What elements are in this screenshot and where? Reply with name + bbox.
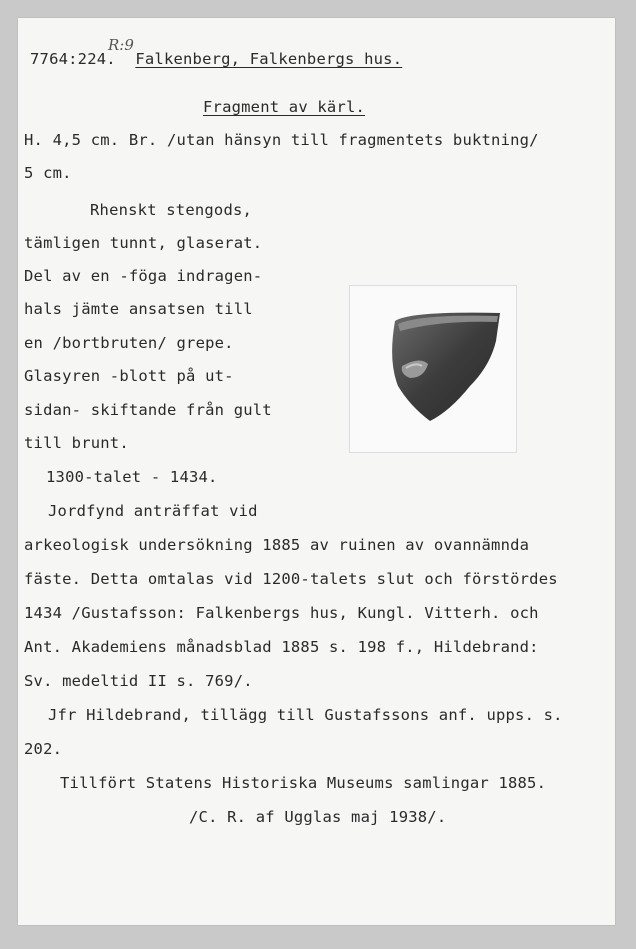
signature: /C. R. af Ugglas maj 1938/. (189, 808, 447, 826)
dimensions-line-1: H. 4,5 cm. Br. /utan hänsyn till fragmentets buktning/ (24, 131, 539, 149)
reference-line: Jfr Hildebrand, tillägg till Gustafssons anf. upps. s. (48, 706, 563, 724)
pottery-fragment-image (350, 286, 516, 452)
provenance: Tillfört Statens Historiska Museums samlingar 1885. (60, 774, 547, 792)
description-line: hals jämte ansatsen till (24, 300, 253, 318)
find-line: 1434 /Gustafsson: Falkenbergs hus, Kungl. Vitterh. och (24, 604, 539, 622)
catalog-number: 7764:224. (30, 50, 116, 68)
description-line: Rhenskt stengods, (90, 201, 253, 219)
find-line: fäste. Detta omtalas vid 1200-talets slut och förstördes (24, 570, 558, 588)
description-line: till brunt. (24, 434, 129, 452)
fragment-photo (349, 285, 517, 453)
find-line: Sv. medeltid II s. 769/. (24, 672, 253, 690)
catalog-card (18, 18, 615, 925)
site-name: Falkenberg, Falkenbergs hus. (135, 50, 403, 68)
description-line: sidan- skiftande från gult (24, 401, 272, 419)
description-line: en /bortbruten/ grepe. (24, 334, 234, 352)
description-line: Glasyren -blott på ut- (24, 367, 234, 385)
find-line: Ant. Akademiens månadsblad 1885 s. 198 f., Hildebrand: (24, 638, 539, 656)
description-line: tämligen tunnt, glaserat. (24, 234, 263, 252)
find-line: arkeologisk undersökning 1885 av ruinen av ovannämnda (24, 536, 530, 554)
find-line: Jordfynd anträffat vid (48, 502, 258, 520)
object-title: Fragment av kärl. (203, 98, 366, 116)
handwritten-annotation: R:9 (108, 36, 134, 54)
reference-line: 202. (24, 740, 63, 758)
dating: 1300-talet - 1434. (46, 468, 218, 486)
dimensions-line-2: 5 cm. (24, 164, 72, 182)
header-line (30, 50, 402, 68)
description-line: Del av en -föga indragen- (24, 267, 263, 285)
